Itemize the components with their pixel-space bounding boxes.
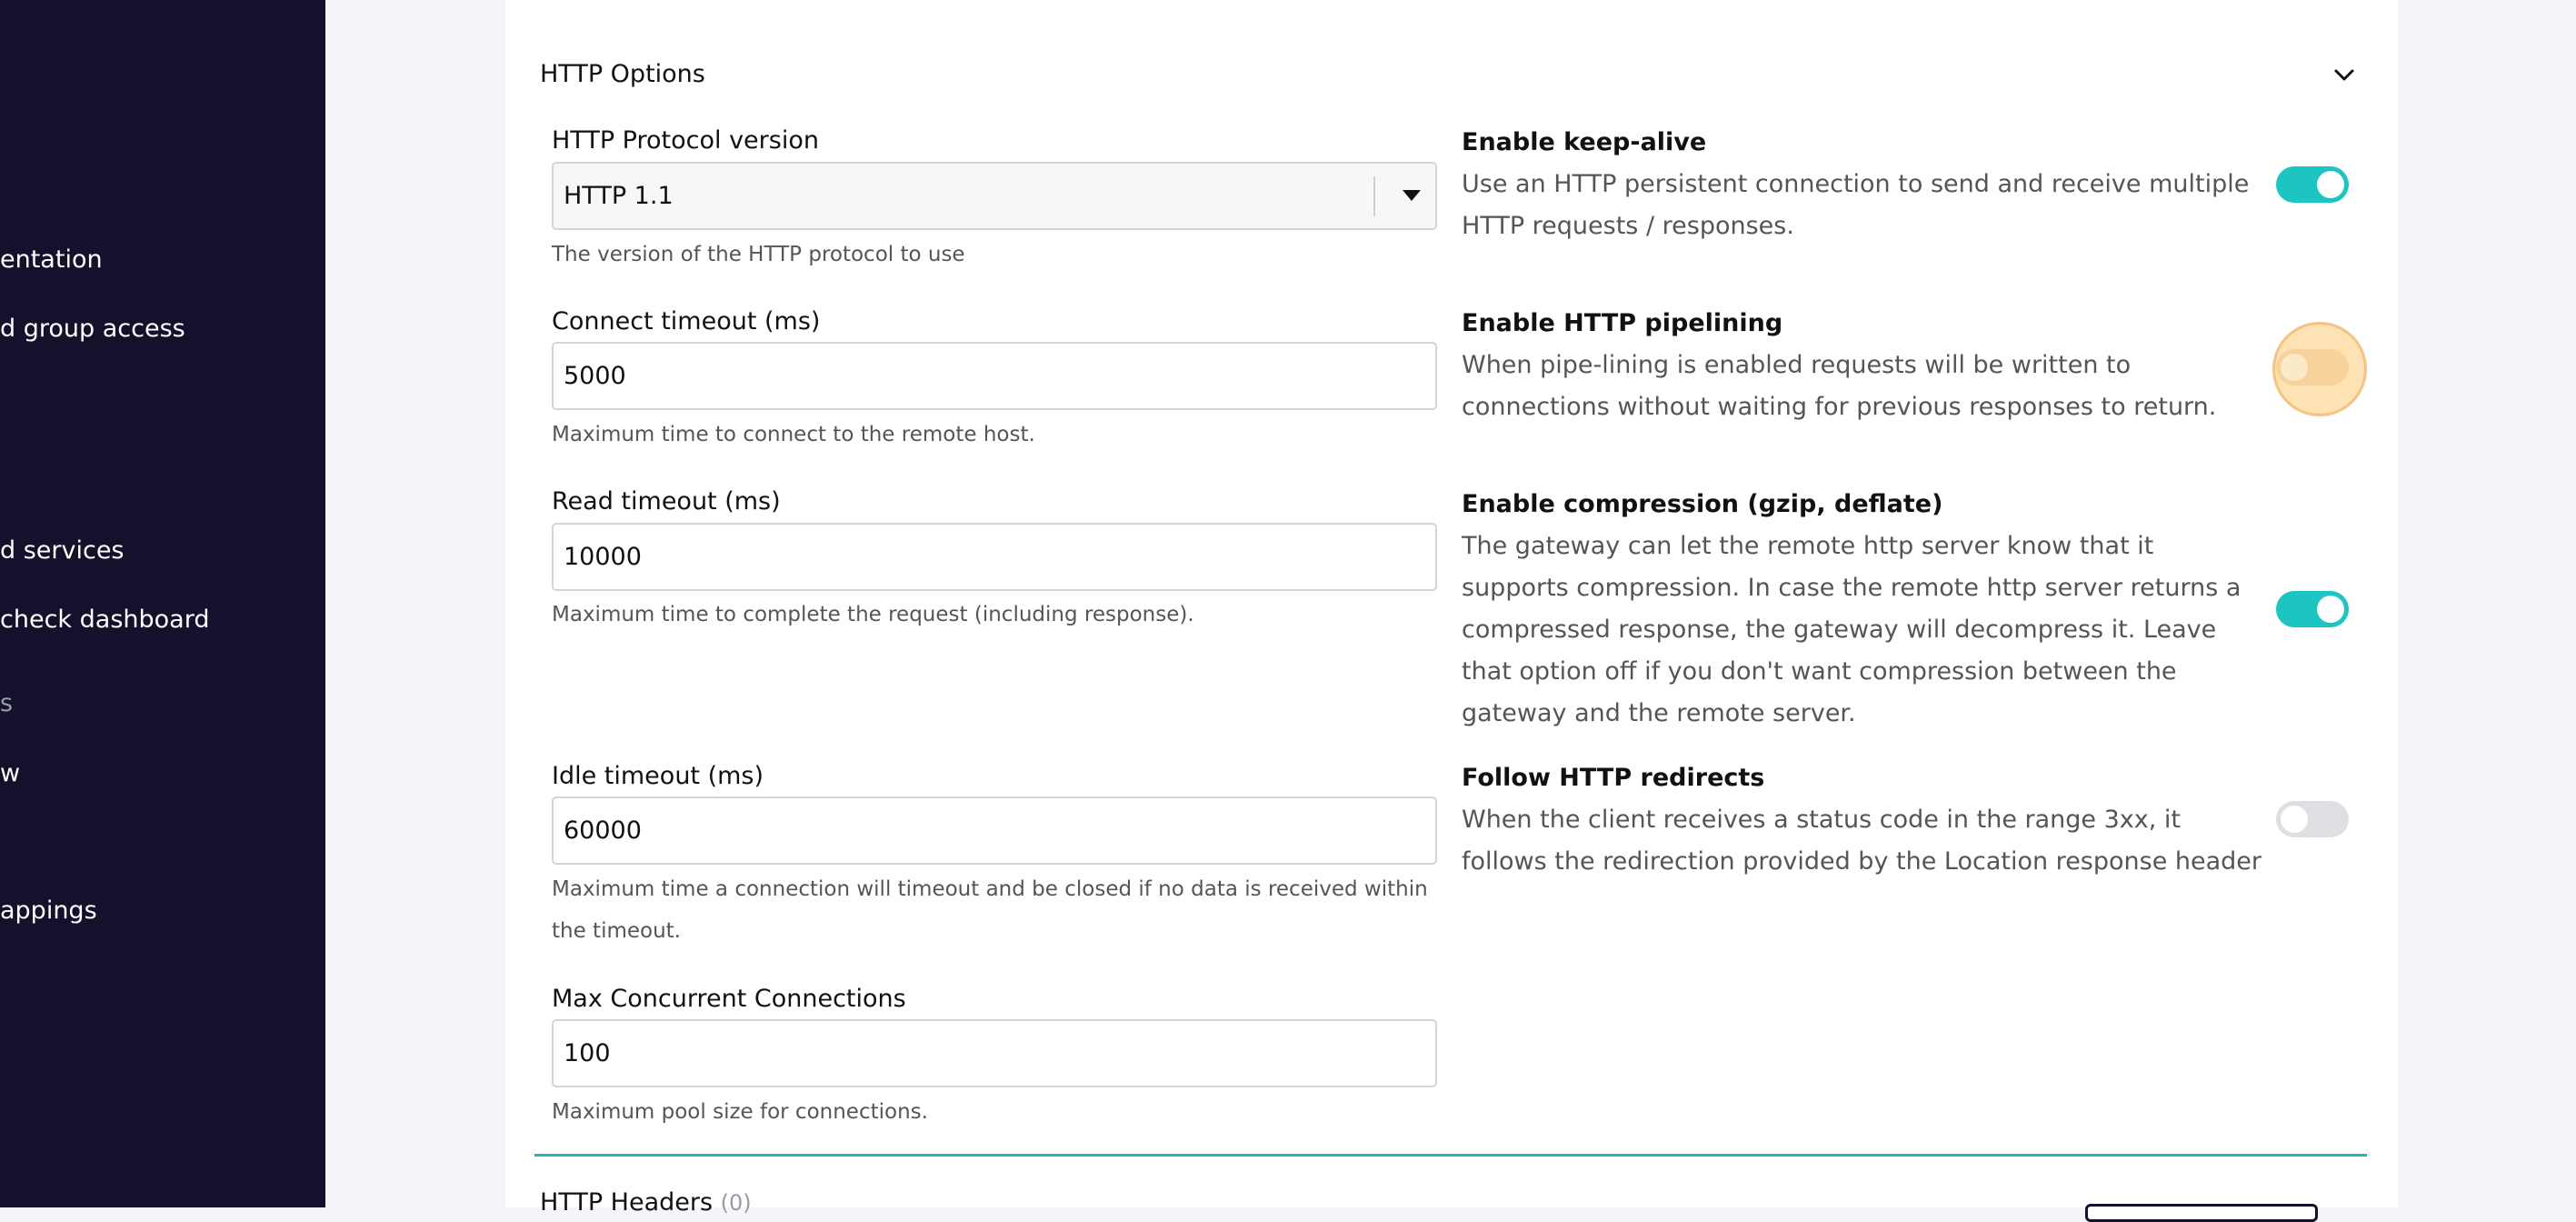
select-separator — [1373, 176, 1375, 216]
connect-timeout-input[interactable] — [554, 344, 1435, 408]
section-divider — [534, 1154, 2367, 1157]
toggle-knob — [2281, 806, 2308, 833]
read-timeout-input[interactable] — [554, 525, 1435, 589]
redirects-toggle[interactable] — [2276, 801, 2349, 837]
idle-timeout-label: Idle timeout (ms) — [552, 762, 764, 790]
connect-timeout-label: Connect timeout (ms) — [552, 307, 821, 336]
http-headers-count: (0) — [720, 1190, 752, 1216]
pipelining-toggle[interactable] — [2276, 349, 2349, 386]
toggle-knob — [2281, 354, 2308, 381]
connect-timeout-help: Maximum time to connect to the remote host. — [552, 423, 1035, 446]
sidebar-item-documentation[interactable]: entation — [0, 245, 103, 274]
caret-down-icon[interactable] — [1402, 188, 1422, 203]
keep-alive-title: Enable keep-alive — [1462, 128, 1707, 156]
read-timeout-box — [552, 523, 1437, 591]
chevron-down-icon[interactable] — [2331, 62, 2358, 89]
http-headers-title[interactable] — [540, 1187, 752, 1218]
keep-alive-toggle[interactable] — [2276, 166, 2349, 203]
sidebar-item-mappings[interactable]: appings — [0, 896, 97, 925]
idle-timeout-input[interactable] — [554, 798, 1435, 863]
pipelining-title: Enable HTTP pipelining — [1462, 309, 1783, 337]
pipelining-desc: When pipe-lining is enabled requests will be written to connections without waiting for previous responses to return. — [1462, 351, 2217, 421]
sidebar-item-group-access[interactable]: d group access — [0, 315, 185, 343]
redirects-desc: When the client receives a status code in the range 3xx, it follows the redirection provided by the Location response header — [1462, 806, 2262, 876]
connect-timeout-box — [552, 342, 1437, 410]
section-title[interactable]: HTTP Options — [540, 60, 705, 88]
idle-timeout-box — [552, 796, 1437, 865]
max-connections-label: Max Concurrent Connections — [552, 985, 906, 1013]
sidebar-item-w[interactable]: w — [0, 759, 21, 787]
redirects-title: Follow HTTP redirects — [1462, 764, 1765, 792]
sidebar — [0, 0, 325, 1207]
sidebar-item-s[interactable]: s — [0, 689, 14, 717]
compression-desc: The gateway can let the remote http server know that it supports compression. In case the remote http server returns a compressed response, the gateway will decompress it. Leave that option off if you don't want compression between the gateway and the remote server. — [1462, 532, 2242, 727]
sidebar-item-healthcheck-dashboard[interactable]: check dashboard — [0, 606, 210, 634]
idle-timeout-help: Maximum time a connection will timeout and be closed if no data is received within the timeout. — [552, 877, 1428, 943]
protocol-select[interactable] — [552, 162, 1437, 230]
toggle-knob — [2317, 596, 2344, 623]
keep-alive-desc: Use an HTTP persistent connection to send and receive multiple HTTP requests / responses. — [1462, 170, 2250, 240]
toggle-knob — [2317, 171, 2344, 198]
max-connections-help: Maximum pool size for connections. — [552, 1100, 928, 1124]
protocol-help: The version of the HTTP protocol to use — [552, 243, 965, 266]
compression-title: Enable compression (gzip, deflate) — [1462, 490, 1943, 518]
max-connections-box — [552, 1019, 1437, 1087]
protocol-label: HTTP Protocol version — [552, 126, 819, 155]
protocol-selected-value: HTTP 1.1 — [564, 182, 674, 210]
sidebar-item-services[interactable]: d services — [0, 536, 125, 565]
http-headers-label: HTTP Headers — [540, 1188, 714, 1217]
add-header-button[interactable] — [2085, 1204, 2318, 1222]
read-timeout-help: Maximum time to complete the request (including response). — [552, 603, 1194, 626]
max-connections-input[interactable] — [554, 1021, 1435, 1086]
compression-toggle[interactable] — [2276, 591, 2349, 627]
read-timeout-label: Read timeout (ms) — [552, 487, 781, 516]
